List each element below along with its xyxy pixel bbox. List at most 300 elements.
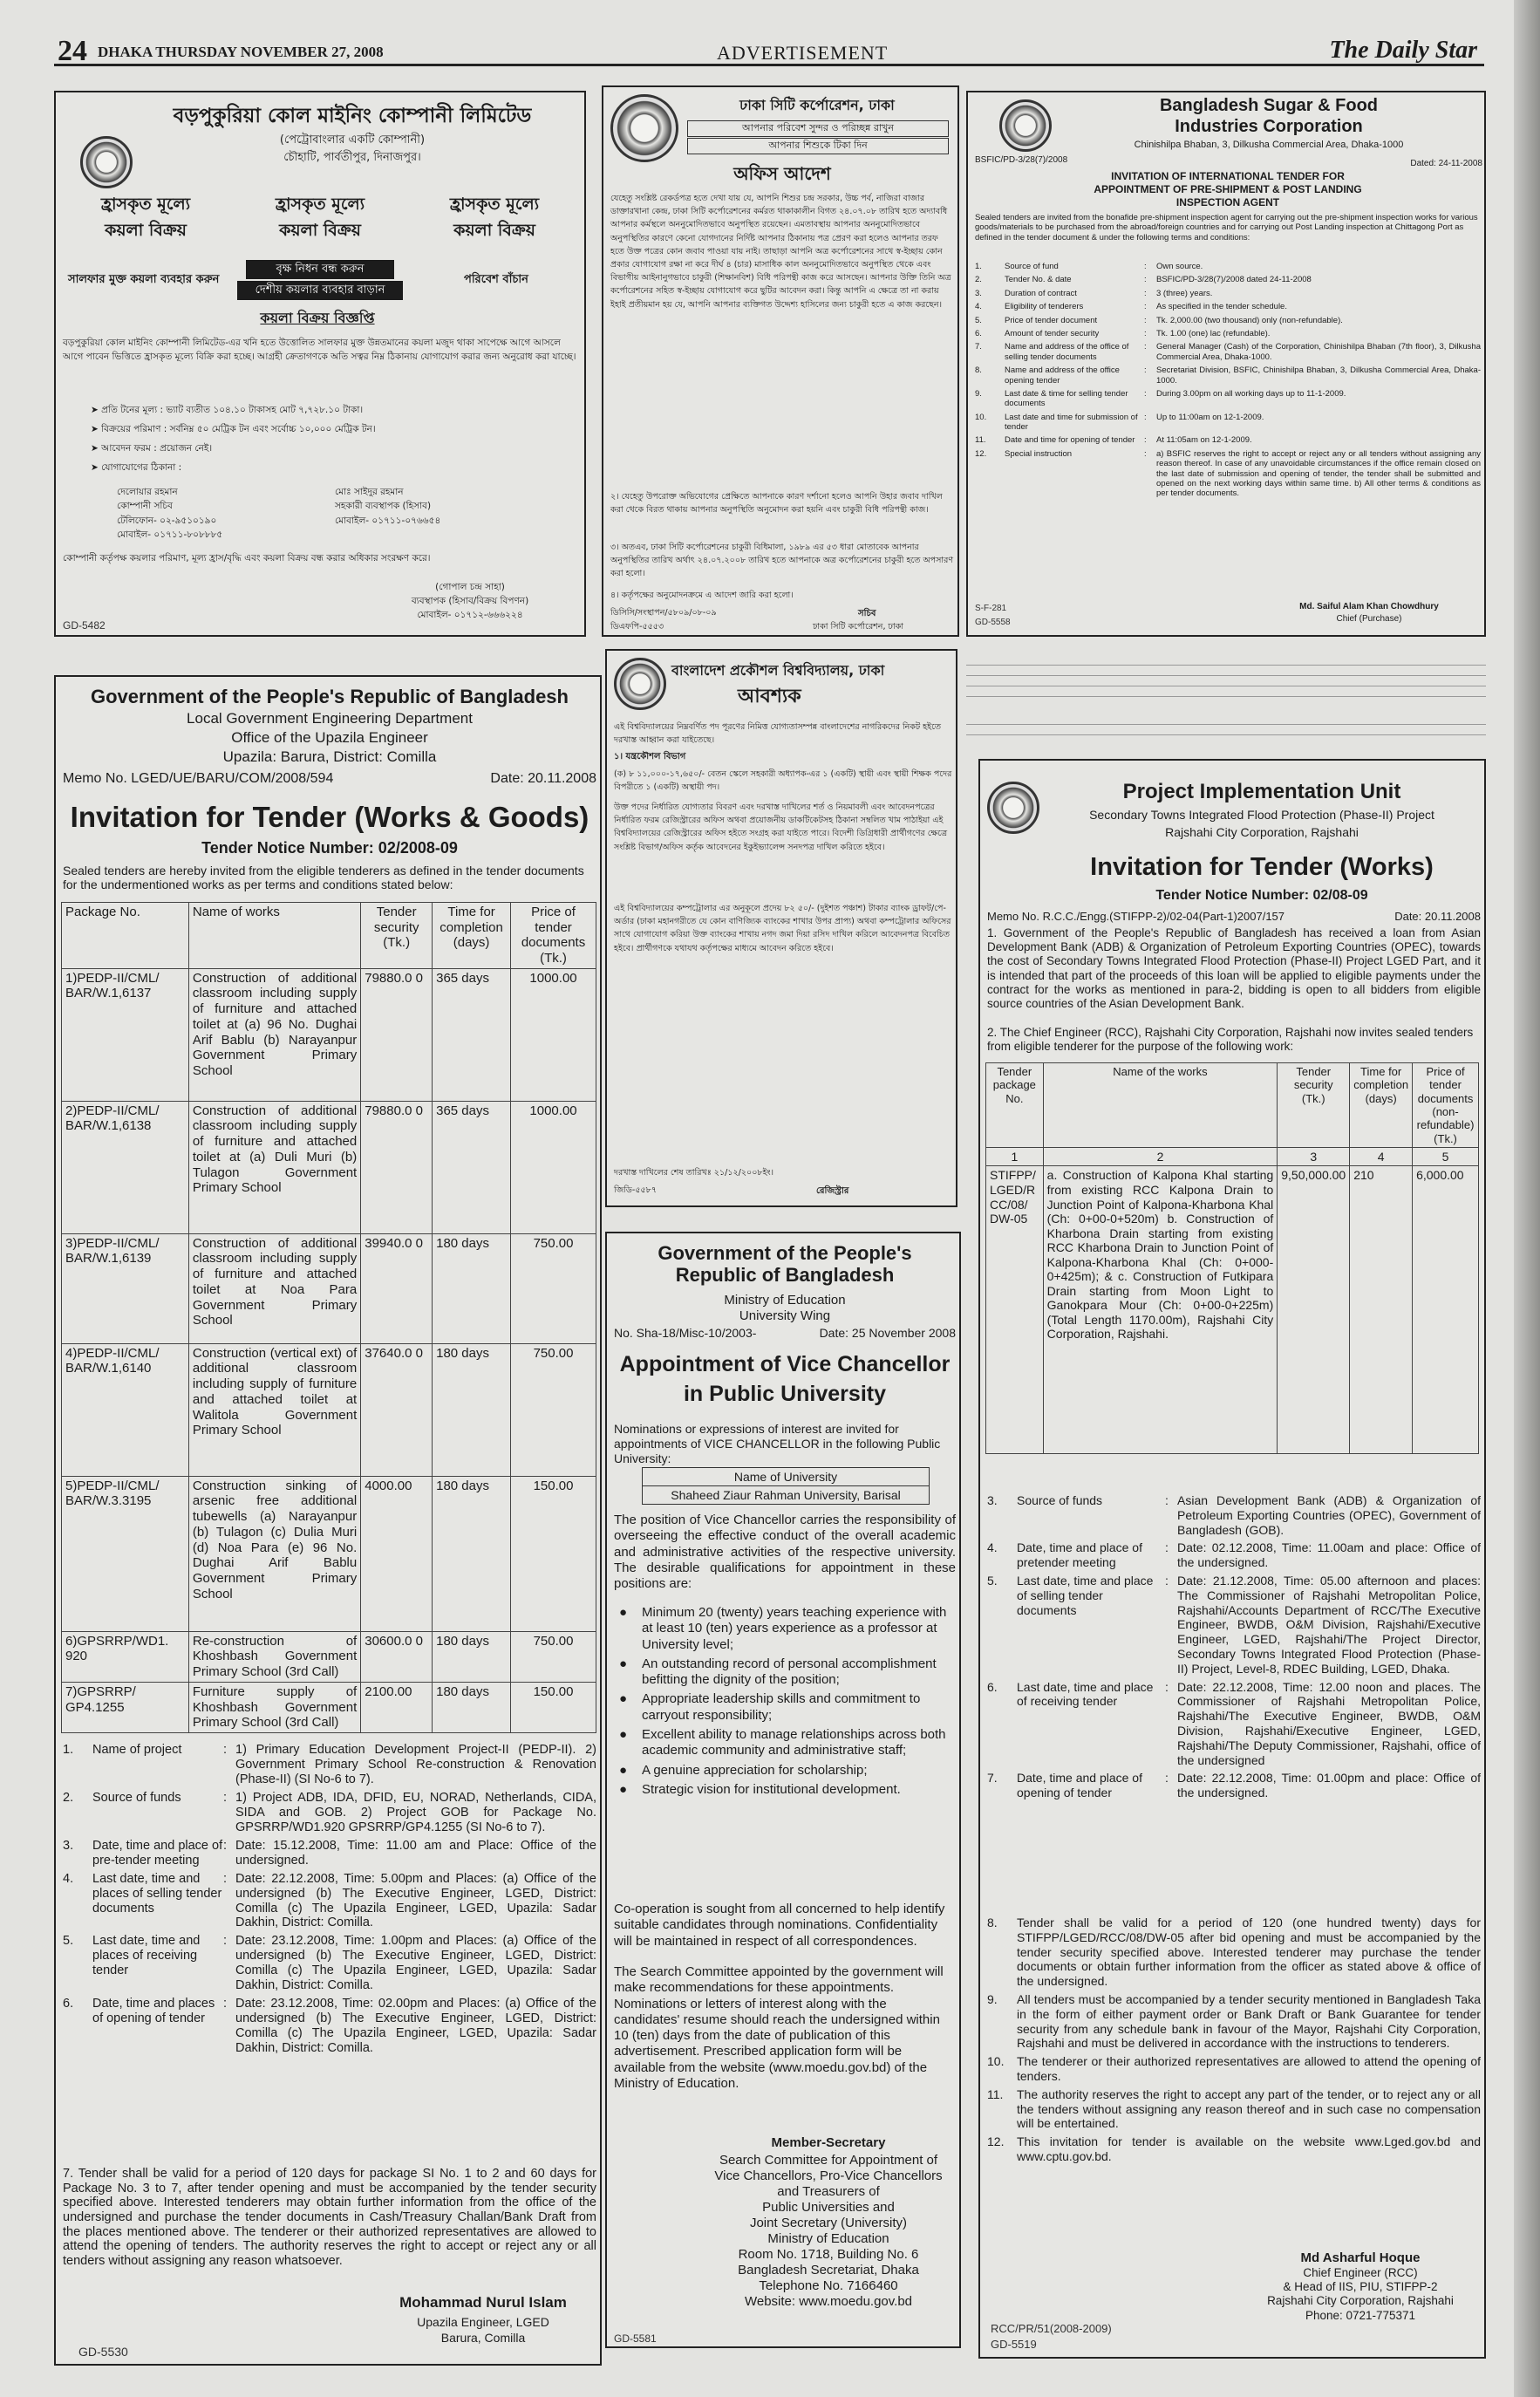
term-label: Eligibility of tenderers [1005, 302, 1084, 312]
table-row [62, 1343, 596, 1476]
table-cell: 5)PEDP-II/CML/ BAR/W.3.3195 [62, 1476, 189, 1631]
piu-notice: Tender Notice Number: 02/08-09 [1155, 888, 1368, 903]
bullet-icon: ● [619, 1762, 628, 1778]
bsfic-terms [975, 262, 1481, 502]
term-row [975, 302, 1481, 311]
dcc-logo [610, 94, 678, 162]
table-header: Name of works [188, 903, 360, 969]
coal-item-text: আবেদন ফরম : প্রয়োজন নেই। [101, 443, 213, 454]
term-label: Last date and time for submission of tender [1005, 412, 1138, 433]
term-separator: : [1144, 302, 1147, 312]
lged-terms [63, 1743, 596, 2059]
term-label: Name and address of the office of selling tender documents [1005, 342, 1129, 362]
term-separator: : [1144, 448, 1147, 459]
table-row [62, 1682, 596, 1732]
list-item [619, 1763, 956, 1779]
separator-line [966, 734, 1486, 735]
signatory-line: Joint Secretary (University) [749, 2216, 908, 2230]
term-value: This invitation for tender is available on the website www.Lged.gov.bd and www.cptu.gov.bd. [1017, 2134, 1481, 2163]
piu-city: Rajshahi City Corporation, Rajshahi [1165, 825, 1359, 839]
term-value: Date: 22.12.2008, Time: 12.00 noon and places. The Commissioner of Rajshahi Metropolitan Police, Rajshahi/The Executive Engineer, BWDB, O&M Division, Rajshahi/Executive Engineer, LGED, Rajshahi/The Deputy Commissioner, Rajshahi, office of the undersigned [1177, 1679, 1481, 1767]
order-signatory: সচিব [858, 609, 876, 618]
reduced-price-heading-3: হ্রাসকৃত মূল্যে [449, 195, 540, 214]
buet-post: (ক) ৮ ১১,০০০-১৭,৬৫০/- বেতন স্কেলে সহকারী অধ্যাপক-এর ১ (একটি) স্থায়ী এবং স্থায়ী শিক্ষক পদের বিপরীতে ১ (একটি) অস্থায়ী পদ। [614, 769, 952, 793]
lged-tender-ad [54, 675, 602, 2366]
reduced-price-heading-2: হ্রাসকৃত মূল্যে [275, 195, 365, 214]
ad-code: RCC/PR/51(2008-2009) [991, 2322, 1112, 2335]
coal-sale-heading-2: কয়লা বিক্রয় [279, 221, 361, 240]
list-item [619, 1656, 956, 1689]
table-header: Tender security (Tk.) [361, 903, 433, 969]
term-row [987, 2134, 1481, 2164]
newspaper-brand: The Daily Star [1329, 37, 1477, 64]
table-cell: 4)PEDP-II/CML/ BAR/W.1,6140 [62, 1343, 189, 1476]
bullet-icon: ● [619, 1656, 628, 1671]
term-value: Asian Development Bank (ADB) & Organization of Petroleum Exporting Countries (OPEC), Government of Bangladesh (GOB). [1177, 1493, 1481, 1537]
table-header: Time for completion (days) [1350, 1063, 1413, 1148]
table-cell: STIFPP/ LGED/R CC/08/ DW-05 [986, 1166, 1044, 1454]
term-number: 10. [975, 412, 987, 422]
table-cell: 4 [1350, 1147, 1413, 1166]
term-number: 5. [63, 1934, 74, 1949]
term-row [987, 2087, 1481, 2131]
table-cell: 750.00 [511, 1343, 596, 1476]
term-number: 5. [975, 315, 982, 325]
page-header [54, 31, 1484, 66]
term-number: 8. [987, 1916, 998, 1929]
bsfic-signatory-title: Chief (Purchase) [1336, 614, 1402, 624]
term-label: Source of funds [1017, 1493, 1103, 1507]
list-item-text: Excellent ability to manage relationships across both academic community and administrative staff; [642, 1727, 946, 1758]
stop-deforestation-banner: বৃক্ষ নিধন বন্ধ করুন [246, 260, 394, 279]
term-separator: : [1165, 1573, 1169, 1588]
buet-heading: আবশ্যক [738, 686, 801, 707]
table-cell: 365 days [433, 1101, 511, 1233]
term-row [975, 449, 1481, 499]
coal-sale-ad [54, 91, 586, 637]
piu-project: Secondary Towns Integrated Flood Protection (Phase-II) Project [1089, 808, 1434, 822]
term-value: General Manager (Cash) of the Corporation, Chinishilpa Bhaban (7th floor), 3, Dilkusha Commercial Area, Dhaka-1000. [1156, 342, 1481, 362]
term-number: 3. [987, 1493, 998, 1507]
order-code: ডিএফপি-৫৫৫৩ [610, 622, 664, 632]
table-cell: 79880.0 0 [361, 1101, 433, 1233]
table-cell: 3 [1278, 1147, 1350, 1166]
term-value: Date: 22.12.2008, Time: 5.00pm and Places: (a) Office of the undersigned (b) The Executive Engineer, LGED, District: Comilla (c) The Upazila Engineer, LGED, Upazila: Sadar Dakhin, District: Comilla. [235, 1871, 596, 1930]
contact-line: মোঃ সাইদুর রহমান [335, 487, 404, 497]
term-row [975, 329, 1481, 338]
term-row [987, 1680, 1481, 1768]
lged-memo: Memo No. LGED/UE/BARU/COM/2008/594 [63, 771, 334, 786]
bullet-icon: ● [619, 1727, 628, 1743]
coal-item-contact: ➤ যোগাযোগের ঠিকানা : [91, 462, 182, 473]
moe-govt-title: Government of the People's Republic of Bangladesh [658, 1242, 912, 1287]
term-number: 12. [975, 448, 987, 459]
term-number: 10. [987, 2054, 1005, 2069]
term-label: Last date & time for selling tender documents [1005, 388, 1128, 409]
term-row [987, 1916, 1481, 1989]
rcc-logo [987, 782, 1039, 834]
table-cell: 2)PEDP-II/CML/ BAR/W.1,6138 [62, 1101, 189, 1233]
table-cell: 750.00 [511, 1233, 596, 1343]
term-value: During 3.00pm on all working days up to 11-1-2009. [1156, 388, 1346, 399]
university-name: Shaheed Ziaur Rahman University, Barisal [642, 1486, 930, 1505]
term-label: Last date, time and place of selling tender documents [1017, 1573, 1154, 1617]
table-row [62, 1101, 596, 1233]
ad-code: S-F-281 [975, 604, 1007, 613]
moe-ref: No. Sha-18/Misc-10/2003- [614, 1326, 757, 1340]
piu-date: Date: 20.11.2008 [1394, 910, 1481, 923]
table-row [62, 1476, 596, 1631]
term-row [987, 2054, 1481, 2084]
table-header: Price of tender documents (non-refundable) (Tk.) [1413, 1063, 1479, 1148]
table-cell: 4000.00 [361, 1476, 433, 1631]
list-item [619, 1605, 956, 1653]
coal-item-text: প্রতি টনের মূল্য : ভ্যাট ব্যতীত ১০৪.১০ টাকাসহ মোট ৭,৭২৮.১০ টাকা। [101, 405, 364, 415]
term-number: 8. [975, 365, 982, 376]
table-cell: 5 [1413, 1147, 1479, 1166]
table-cell: 6,000.00 [1413, 1166, 1479, 1454]
term-label: Tender No. & date [1005, 275, 1072, 285]
table-cell: 37640.0 0 [361, 1343, 433, 1476]
table-header: Tender security (Tk.) [1278, 1063, 1350, 1148]
coal-company-title: বড়পুকুরিয়া কোল মাইনিং কোম্পানী লিমিটেড [173, 105, 532, 127]
table-header-row [62, 903, 596, 969]
table-cell: 180 days [433, 1682, 511, 1732]
buet-title: বাংলাদেশ প্রকৌশল বিশ্ববিদ্যালয়, ঢাকা [671, 662, 885, 679]
buet-logo [614, 658, 666, 710]
dateline: DHAKA THURSDAY NOVEMBER 27, 2008 [98, 44, 384, 60]
table-cell: Construction of additional classroom including supply of furniture and attached toilet at Noa Para Government Primary School [188, 1233, 360, 1343]
term-value: Date: 23.12.2008, Time: 02.00pm and Places: (a) Office of the undersigned (b) The Executive Engineer, LGED, District: Comilla (c) The Upazila Engineer, LGED, Upazila: Sadar Dakhin, District: Comilla. [235, 1997, 596, 2056]
university-table-head: Name of University [642, 1467, 930, 1486]
ad-code: GD-5519 [991, 2338, 1037, 2351]
signatory-line: Telephone No. 7166460 [759, 2278, 898, 2293]
term-separator: : [1144, 365, 1147, 376]
term-separator: : [223, 1743, 228, 1757]
list-item-text: Strategic vision for institutional development. [642, 1781, 901, 1797]
term-number: 1. [975, 262, 982, 271]
term-value: Secretariat Division, BSFIC, Chinishilpa Bhaban, 3, Dilkusha Commercial Area, Dhaka-1000. [1156, 365, 1481, 386]
term-label: Special instruction [1005, 448, 1073, 459]
table-header-row [986, 1063, 1479, 1148]
table-cell: 210 [1350, 1166, 1413, 1454]
table-row [62, 1631, 596, 1682]
bsfic-intro: Sealed tenders are invited from the bonafide pre-shipment inspection agent for carrying out the pre-shipment inspection works for various goods/materials to be purchased from the abroad/foreign countries and for carrying out Post Landing inspection at Chittagong Port as defined in the tender document & under the following terms and conditions: [975, 213, 1478, 242]
term-value: Date: 15.12.2008, Time: 11.00 am and Place: Office of the undersigned. [235, 1838, 596, 1868]
term-label: Price of tender document [1005, 315, 1098, 325]
table-header: Package No. [62, 903, 189, 969]
buet-signatory: রেজিস্ট্রার [816, 1186, 849, 1196]
table-cell: 1000.00 [511, 968, 596, 1101]
lged-signatory: Mohammad Nurul Islam [399, 2294, 567, 2311]
term-label: Date, time and places of opening of tender [92, 1997, 215, 2026]
term-number: 4. [987, 1540, 998, 1555]
term-number: 6. [63, 1997, 74, 2011]
moe-wing: University Wing [739, 1308, 831, 1323]
bullet-icon: ● [619, 1781, 628, 1797]
lged-upazila: Upazila: Barura, District: Comilla [222, 748, 437, 765]
signatory-line: Room No. 1718, Building No. 6 [738, 2247, 919, 2262]
term-separator: : [1144, 328, 1147, 338]
separator-line [966, 665, 1486, 666]
table-cell: Construction sinking of arsenic free additional tubewells (a) Narayanpur (b) Tulagon (c) Dulia Muri (d) Noa Para (e) 96 No. Dughai Arif Bablu Government Primary School [188, 1476, 360, 1631]
term-row [987, 1493, 1481, 1537]
coal-company-address: চৌহাটি, পার্বতীপুর, দিনাজপুর। [283, 151, 421, 164]
coal-item-quantity: ➤ বিক্রয়ের পরিমাণ : সর্বনিম্ন ৫০ মেট্রিক টন এবং সর্বোচ্চ ১০,০০০ মেট্রিক টন। [91, 424, 376, 434]
piu-title: Project Implementation Unit [1122, 780, 1401, 803]
save-environment-slogan: পরিবেশ বাঁচান [464, 273, 528, 286]
table-header: Price of tender documents (Tk.) [511, 903, 596, 969]
term-separator: : [1165, 1493, 1169, 1507]
reduced-price-heading-1: হ্রাসকৃত মূল্যে [100, 195, 191, 214]
table-row [62, 968, 596, 1101]
piu-terms [987, 1493, 1481, 1804]
term-number: 6. [975, 328, 982, 338]
coal-sale-heading-1: কয়লা বিক্রয় [105, 221, 187, 240]
term-row [987, 1540, 1481, 1570]
moe-vc-appointment-ad [605, 1232, 961, 2348]
lged-signatory-place: Barura, Comilla [440, 2331, 526, 2345]
term-separator: : [223, 1997, 228, 2011]
term-number: 9. [987, 1991, 998, 2006]
table-cell: 150.00 [511, 1476, 596, 1631]
dcc-slogan-2: আপনার শিশুকে টিকা দিন [687, 138, 949, 154]
coal-notice-title: কয়লা বিক্রয় বিজ্ঞপ্তি [260, 310, 375, 326]
term-number: 7. [975, 342, 982, 352]
separator-line [966, 675, 1486, 676]
term-value: Up to 11:00am on 12-1-2009. [1156, 412, 1264, 422]
lged-intro: Sealed tenders are hereby invited from the eligible tenderers as defined in the tender documents for the undermentioned works as per terms and conditions stated below: [63, 864, 584, 892]
term-label: Source of funds [92, 1790, 181, 1805]
lged-signatory-title: Upazila Engineer, LGED [417, 2315, 549, 2329]
piu-para-2: 2. The Chief Engineer (RCC), Rajshahi City Corporation, Rajshahi now invites sealed tenders from eligible tenderer for the purpose of the following work: [987, 1026, 1474, 1054]
term-value: 1) Project ADB, IDA, DFID, EU, NORAD, Netherlands, CIDA, SIDA and GOB. 2) Project GOB for Package No. GPSRRP/WD1.920 GPSRRP/GP4.1255 (SI No-6 to 7). [235, 1790, 596, 1834]
coal-company-subtitle: (পেট্রোবাংলার একটি কোম্পানী) [279, 133, 426, 147]
term-number: 9. [975, 388, 982, 399]
moe-body-3: The Search Committee appointed by the government will make recommendations for these appointments. Nominations or letters of interest along with the candidates' resume should reach the undersigned within 10 (ten) days from the date of publication of this advertisement. Prescribed application form will be available from the website (www.moedu.gov.bd) of the Ministry of Education. [614, 1964, 944, 2092]
table-cell: 180 days [433, 1631, 511, 1682]
term-number: 4. [975, 302, 982, 312]
term-row [63, 1934, 596, 1993]
qualification-list [619, 1605, 956, 1801]
buet-dept: ১। যন্ত্রকৌশল বিভাগ [614, 752, 686, 761]
term-value: Tender shall be valid for a period of 120 (one hundred twenty) days for STIFPP/LGED/RCC/08/DW-05 after bid opening and must be accompanied by the tender security specified above. Interested tenderer may purchase the tender documents or obtain further information from the officer as stated above & office of the undersigned. [1017, 1916, 1481, 1989]
term-value: Date: 02.12.2008, Time: 11.00am and place: Office of the undersigned. [1177, 1540, 1481, 1570]
section-title: ADVERTISEMENT [717, 42, 889, 64]
term-separator: : [1165, 1771, 1169, 1786]
moe-date: Date: 25 November 2008 [819, 1326, 956, 1340]
bsfic-ref: BSFIC/PD-3/28(7)/2008 [975, 155, 1068, 165]
signatory-line: and Treasurers of [777, 2184, 880, 2199]
signatory-line: Vice Chancellors, Pro-Vice Chancellors [714, 2168, 943, 2183]
term-row [975, 316, 1481, 325]
moe-body-2: Co-operation is sought from all concerned to help identify suitable candidates through nominations. Confidentiality will be maintained in respect of all correspondences. [614, 1902, 945, 1949]
table-cell: 180 days [433, 1233, 511, 1343]
term-row [975, 289, 1481, 298]
order-ref: ডিসিসি/সংস্থাপন/৫৮০৯/০৮-০৯ [610, 608, 717, 618]
lged-date: Date: 20.11.2008 [490, 771, 596, 786]
signatory-line: Chief Engineer (RCC) [1303, 2266, 1418, 2279]
list-item [619, 1782, 956, 1798]
bsfic-tender-ad [966, 91, 1486, 637]
term-label: Name and address of the office opening tender [1005, 365, 1120, 386]
contact-right [335, 485, 570, 528]
separator-line [966, 696, 1486, 697]
term-row [63, 1872, 596, 1931]
table-cell: 1 [986, 1147, 1044, 1166]
contact-line: মোবাইল- ০১৭১১-৮০৮৮৮৫ [117, 529, 223, 540]
term-row [63, 1743, 596, 1787]
term-row [975, 413, 1481, 433]
term-row [987, 1771, 1481, 1800]
signatory-title: ব্যবস্থাপক (হিসাব/বিক্রয় বিপণন) [411, 595, 529, 606]
term-number: 3. [63, 1838, 74, 1853]
coal-item-text: বিক্রয়ের পরিমাণ : সর্বনিম্ন ৫০ মেট্রিক টন এবং সর্বোচ্চ ১০,০০০ মেট্রিক টন। [101, 424, 376, 434]
term-separator: : [223, 1871, 228, 1886]
table-cell: a. Construction of Kalpona Khal starting from existing RCC Kalpona Drain to Junction Point of Kalpona-Kharbona Khal (Ch: 0+00-0+520m) b. Construction of Kharbona Drain starting from existing RCC Kharbona Drain to Junction Point of Kalpona-Kharbona Khal (Ch: 0+000-0+425m); & c. Construction of Futkipara Drain starting from Moon Light to Ganokpara Mour (Ch: 0+00-0+225m) (Total Length 1170.00m), Rajshahi City Corporation, Rajshahi. [1043, 1166, 1278, 1454]
moe-title: Appointment of Vice Chancellor in Public University [619, 1352, 951, 1406]
term-number: 1. [63, 1743, 74, 1757]
order-signatory-office: ঢাকা সিটি কর্পোরেশন, ঢাকা [813, 622, 904, 632]
table-cell: 7)GPSRRP/ GP4.1255 [62, 1682, 189, 1732]
coal-sale-heading-3: কয়লা বিক্রয় [453, 221, 535, 240]
coal-company-logo [80, 136, 133, 188]
moe-ministry: Ministry of Education [724, 1293, 846, 1308]
term-separator: : [1165, 1679, 1169, 1694]
contact-line: মোবাইল- ০১৭১১-০৭৬৬৫৪ [335, 515, 441, 526]
term-label: Amount of tender security [1005, 328, 1100, 338]
lged-office: Office of the Upazila Engineer [231, 729, 428, 746]
list-item-text: Appropriate leadership skills and commitment to carryout responsibility; [642, 1691, 921, 1723]
moe-signatory-lines [701, 2153, 956, 2310]
signatory-line: Rajshahi City Corporation, Rajshahi [1267, 2294, 1454, 2308]
table-cell: 750.00 [511, 1631, 596, 1682]
list-item-text: A genuine appreciation for scholarship; [642, 1762, 868, 1778]
bsfic-heading-2: APPOINTMENT OF PRE-SHIPMENT & POST LANDING [1094, 183, 1362, 195]
lged-invitation-title: Invitation for Tender (Works & Goods) [70, 801, 589, 833]
term-value: The authority reserves the right to accept any part of the tender, or to reject any or all the tenders without assigning any reason thereof and in such case no compensation will be entertained. [1017, 2086, 1481, 2131]
coal-item-form: ➤ আবেদন ফরম : প্রয়োজন নেই। [91, 443, 213, 454]
term-number: 5. [987, 1573, 998, 1588]
term-value: Date: 21.12.2008, Time: 05.00 afternoon and places: The Commissioner of Rajshahi Metropolitan Police, Rajshahi/Accounts Department of RCC/The Executive Engineer, BWDB, O&M Division, Rajshahi/Executive Engineer, LGED, Rajshahi/The Project Director, Secondary Towns Integrated Flood Protection (Phase-II) Project, Level-8, RDEC Building, LGED, Dhaka. [1177, 1573, 1481, 1676]
term-separator: : [1144, 275, 1147, 285]
signatory-line: Public Universities and [762, 2200, 895, 2215]
order-body-3: ৩। অতএব, ঢাকা সিটি কর্পোরেশনের চাকুরী বিধিমালা, ১৯৮৯ এর ৫৩ ধারা মোতাবেক আপনার অনুপস্থিতির তারিখ অর্থাৎ ২৪.০৭.২০০৮ তারিখ হতে আপনাকে অত্র কর্পোরেশনের চাকুরী হতে অপসারণ করা হলো। [610, 543, 954, 579]
coal-item-price: ➤ প্রতি টনের মূল্য : ভ্যাট ব্যতীত ১০৪.১০ টাকাসহ মোট ৭,৭২৮.১০ টাকা। [91, 405, 364, 415]
term-row [63, 1997, 596, 2056]
table-row [986, 1166, 1479, 1454]
lged-notice-number: Tender Notice Number: 02/2008-09 [201, 839, 458, 857]
table-cell: Construction of additional classroom including supply of furniture and attached toilet at (a) Duli Muri (b) Tulagon Government Primary School [188, 1101, 360, 1233]
term-separator: : [1144, 388, 1147, 399]
contact-line: টেলিফোন- ০২-৯৫১০১৯০ [117, 515, 217, 526]
list-item [619, 1691, 956, 1724]
term-value: Date: 23.12.2008, Time: 1.00pm and Places: (a) Office of the undersigned (b) The Executive Engineer, LGED, District: Comilla (c) The Upazila Engineer, LGED, Upazila: Sadar Dakhin, District: Comilla. [235, 1934, 596, 1993]
lged-govt-title: Government of the People's Republic of Bangladesh [91, 686, 569, 707]
term-value: The tenderer or their authorized representatives are allowed to attend the opening of tenders. [1017, 2054, 1481, 2083]
table-header: Name of the works [1043, 1063, 1278, 1148]
list-item-text: Minimum 20 (twenty) years teaching experience with at least 10 (ten) years experience as a professor at University level; [642, 1605, 947, 1652]
table-cell: 30600.0 0 [361, 1631, 433, 1682]
table-cell: 9,50,000.00 [1278, 1166, 1350, 1454]
ad-code: GD-5482 [63, 619, 106, 632]
term-row [63, 1839, 596, 1868]
buet-vacancy-ad [605, 649, 957, 1207]
buet-intro: এই বিশ্ববিদ্যালয়ের নিম্নবর্ণিত পদ পূরণের নিমিত্ত যোগ্যতাসম্পন্ন বাংলাদেশের নাগরিকদের নিকট হইতে দরখাস্ত আহ্বান করা যাইতেছে। [614, 722, 942, 746]
term-value: Tk. 1.00 (one) lac (refundable). [1156, 328, 1271, 338]
office-order-heading: অফিস আদেশ [733, 163, 831, 184]
term-value: a) BSFIC reserves the right to accept or reject any or all tenders without assigning any reason thereof. In case of any unavoidable circumstances if the office remain closed on the last date of submission and opening of tender, the tender shall be submitted and opened on the next working days within same time. b) All other terms & conditions as per tender documents. [1156, 448, 1481, 499]
term-label: Date and time for opening of tender [1005, 435, 1135, 446]
term-label: Date, time and place of pre-tender meeting [92, 1838, 223, 1868]
list-item-text: An outstanding record of personal accomplishment befitting the dignity of the position; [642, 1656, 937, 1688]
term-value: All tenders must be accompanied by a tender security mentioned in Bangladesh Taka in the form of either payment order or Bank Draft or Bank Guarantee for tender security from any schedule bank in favour of the Mayor, Rajshahi City Corporation, Rajshahi and must be delivered in accordance with the instructions to tenderers. [1017, 1991, 1481, 2051]
term-separator: : [1144, 288, 1147, 298]
signatory-line: & Head of IIS, PIU, STIFPP-2 [1283, 2280, 1438, 2294]
piu-tender-ad [978, 759, 1486, 2359]
term-separator: : [1144, 435, 1147, 446]
table-cell: 150.00 [511, 1682, 596, 1732]
term-value: At 11:05am on 12-1-2009. [1156, 435, 1252, 446]
term-value: BSFIC/PD-3/28(7)/2008 dated 24-11-2008 [1156, 275, 1312, 285]
contact-left [117, 485, 326, 542]
coal-item-text: যোগাযোগের ঠিকানা : [101, 462, 182, 473]
coal-footer-note: কোম্পানী কর্তৃপক্ষ কয়লার পরিমাণ, মূল্য হ্রাস/বৃদ্ধি এবং কয়লা বিক্রয় বন্ধ করার অধিকার সংরক্ষণ করে। [63, 553, 431, 563]
dcc-title: ঢাকা সিটি কর্পোরেশন, ঢাকা [739, 97, 895, 113]
term-separator: : [223, 1790, 228, 1805]
dcc-office-order-ad [602, 85, 959, 637]
table-header: Tender package No. [986, 1063, 1044, 1148]
term-label: Last date, time and place of receiving tender [1017, 1679, 1154, 1709]
table-cell: Construction of additional classroom including supply of furniture and attached toilet at (a) 96 No. Dughai Arif Bablu (b) Narayanpur Government Primary School [188, 968, 360, 1101]
table-row [62, 1233, 596, 1343]
page-edge-shadow [1514, 0, 1540, 2397]
term-separator: : [1144, 342, 1147, 352]
buet-deadline: দরখাস্ত দাখিলের শেষ তারিখঃ ২১/১২/২০০৮ইং। [614, 1168, 773, 1178]
table-number-row [986, 1147, 1479, 1166]
bsfic-title: Bangladesh Sugar & Food [1159, 96, 1379, 115]
term-label: Last date, time and places of receiving tender [92, 1934, 201, 1978]
table-cell: 180 days [433, 1343, 511, 1476]
table-cell: Construction (vertical ext) of additional classroom including supply of furniture and attached toilet at Walitola Government Primary School [188, 1343, 360, 1476]
term-row [987, 1574, 1481, 1677]
term-label: Date, time and place of opening of tender [1017, 1771, 1142, 1800]
table-cell: 365 days [433, 968, 511, 1101]
signatory-line: Website: www.moedu.gov.bd [744, 2294, 913, 2309]
buet-body-3: এই বিশ্ববিদ্যালয়ের কম্পট্রোলার এর অনুকূলে প্রদেয় ৮২ ৫০/- (দুইশত পঞ্চাশ) টাকার ব্যাংক ড্রাফট/পে-অর্ডার (ঢাকা মহানগরীতে যে কোন বাণিজ্যিক ব্যাংকের শাখার উপর প্রাপ্য) অথবা কম্পট্রোলার অফিসের সাথে যোগাযোগ করিয়া উক্ত ব্যাংকের শাখায় নগদ জমা দিয়া রসিদ দাখিল করিলে আবেদনপত্র বিবেচিত হইবে। প্রার্থীগণকে যথাযথ কর্তৃপক্ষের মাধ্যমে আবেদন করিতে হইবে। [614, 904, 951, 953]
coal-signatory [370, 581, 570, 622]
signatory-phone: মোবাইল- ০১৭১২-৬৬৬২২৪ [417, 609, 523, 620]
table-header: Time for completion (days) [433, 903, 511, 969]
signatory-line: Bangladesh Secretariat, Dhaka [738, 2263, 919, 2277]
term-row [975, 365, 1481, 386]
term-separator: : [223, 1934, 228, 1949]
term-label: Name of project [92, 1743, 182, 1757]
coal-notice-body: বড়পুকুরিয়া কোল মাইনিং কোম্পানী লিমিটেড-এর খনি হতে উত্তোলিত সালফার মুক্ত উন্নতমানের কয়লা মজুদ থাকা সাপেক্ষে আগে আসলে আগে পাবেন ভিত্তিতে হ্রাসকৃত মূল্যে বিক্রি করা হচ্ছে। আগ্রহী ক্রেতাগণকে অতি সত্বর নিম্ন ঠিকানায় যোগাযোগ করার জন্য অনুরোধ করা যাচ্ছে। [63, 338, 576, 362]
term-label: Duration of contract [1005, 288, 1077, 298]
term-row [975, 262, 1481, 271]
table-cell: 79880.0 0 [361, 968, 433, 1101]
term-value: Own source. [1156, 262, 1203, 271]
moe-intro: Nominations or expressions of interest are invited for appointments of VICE CHANCELLOR in the following Public University: [614, 1422, 941, 1465]
term-number: 7. [987, 1771, 998, 1786]
term-number: 2. [63, 1790, 74, 1805]
term-number: 4. [63, 1871, 74, 1886]
buet-code: জিডি-৫৫৮৭ [614, 1185, 658, 1195]
term-number: 12. [987, 2134, 1005, 2149]
contact-line: কোম্পানী সচিব [117, 501, 173, 512]
term-separator: : [1144, 412, 1147, 422]
